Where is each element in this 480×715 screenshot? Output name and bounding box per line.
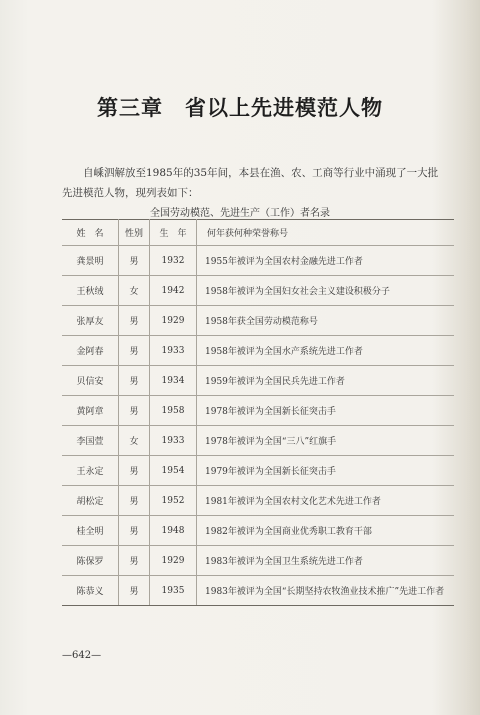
table-body: [62, 246, 454, 606]
cell-sex: 男: [119, 246, 150, 276]
table-row: [62, 546, 454, 576]
table-row: [62, 456, 454, 486]
table-caption: 全国劳动模范、先进生产（工作）者名录: [150, 208, 330, 219]
cell-birth-year: 1932: [150, 246, 197, 276]
table-row: [62, 426, 454, 456]
cell-name: 胡松定: [62, 486, 119, 516]
chapter-title: [0, 92, 480, 122]
cell-birth-year: 1933: [150, 426, 197, 456]
cell-sex: 男: [119, 396, 150, 426]
cell-honor: 1983年被评为全国“长期坚持农牧渔业技术推广”先进工作者: [197, 576, 455, 606]
cell-birth-year: 1935: [150, 576, 197, 606]
cell-honor: 1958年被评为全国水产系统先进工作者: [197, 336, 455, 366]
cell-honor: 1958年获全国劳动模范称号: [197, 306, 455, 336]
cell-honor: 1978年被评为全国新长征突击手: [197, 396, 455, 426]
cell-sex: 女: [119, 276, 150, 306]
header-name: 姓 名: [62, 220, 119, 246]
page-number: —642—: [62, 650, 102, 661]
table-header-row: [62, 220, 454, 246]
table-row: [62, 576, 454, 606]
cell-sex: 男: [119, 336, 150, 366]
cell-name: 李国萱: [62, 426, 119, 456]
header-birth-year: 生 年: [150, 220, 197, 246]
cell-name: 桂全明: [62, 516, 119, 546]
cell-sex: 女: [119, 426, 150, 456]
cell-sex: 男: [119, 576, 150, 606]
cell-birth-year: 1958: [150, 396, 197, 426]
cell-sex: 男: [119, 516, 150, 546]
cell-birth-year: 1952: [150, 486, 197, 516]
cell-sex: 男: [119, 546, 150, 576]
cell-name: 黄阿章: [62, 396, 119, 426]
cell-sex: 男: [119, 456, 150, 486]
cell-name: 陈保罗: [62, 546, 119, 576]
cell-birth-year: 1929: [150, 546, 197, 576]
table-row: [62, 396, 454, 426]
cell-name: 龚景明: [62, 246, 119, 276]
cell-birth-year: 1933: [150, 336, 197, 366]
table-row: [62, 246, 454, 276]
cell-name: 贝信安: [62, 366, 119, 396]
chapter-number: 第三章: [97, 96, 163, 120]
cell-honor: 1955年被评为全国农村金融先进工作者: [197, 246, 455, 276]
cell-honor: 1983年被评为全国卫生系统先进工作者: [197, 546, 455, 576]
cell-honor: 1979年被评为全国新长征突击手: [197, 456, 455, 486]
table-row: [62, 366, 454, 396]
cell-honor: 1978年被评为全国“三八”红旗手: [197, 426, 455, 456]
cell-honor: 1982年被评为全国商业优秀职工教育干部: [197, 516, 455, 546]
cell-name: 金阿春: [62, 336, 119, 366]
cell-honor: 1959年被评为全国民兵先进工作者: [197, 366, 455, 396]
cell-birth-year: 1954: [150, 456, 197, 486]
cell-birth-year: 1934: [150, 366, 197, 396]
chapter-name: 省以上先进模范人物: [185, 96, 383, 120]
cell-honor: 1958年被评为全国妇女社会主义建设积极分子: [197, 276, 455, 306]
table-row: [62, 516, 454, 546]
cell-name: 陈恭义: [62, 576, 119, 606]
intro-paragraph: 自嵊泗解放至1985年的35年间，本县在渔、农、工商等行业中涌现了一大批先进模范人物，现列表如下：: [62, 167, 439, 199]
table-row: [62, 276, 454, 306]
table-row: [62, 306, 454, 336]
cell-sex: 男: [119, 306, 150, 336]
cell-name: 张厚友: [62, 306, 119, 336]
cell-birth-year: 1948: [150, 516, 197, 546]
cell-name: 王秋绒: [62, 276, 119, 306]
cell-birth-year: 1929: [150, 306, 197, 336]
cell-sex: 男: [119, 366, 150, 396]
cell-honor: 1981年被评为全国农村文化艺术先进工作者: [197, 486, 455, 516]
cell-sex: 男: [119, 486, 150, 516]
model-workers-table: [62, 219, 454, 606]
cell-birth-year: 1942: [150, 276, 197, 306]
header-honor: 何年获何种荣誉称号: [197, 220, 455, 246]
table-row: [62, 336, 454, 366]
cell-name: 王永定: [62, 456, 119, 486]
header-sex: 性别: [119, 220, 150, 246]
table-row: [62, 486, 454, 516]
